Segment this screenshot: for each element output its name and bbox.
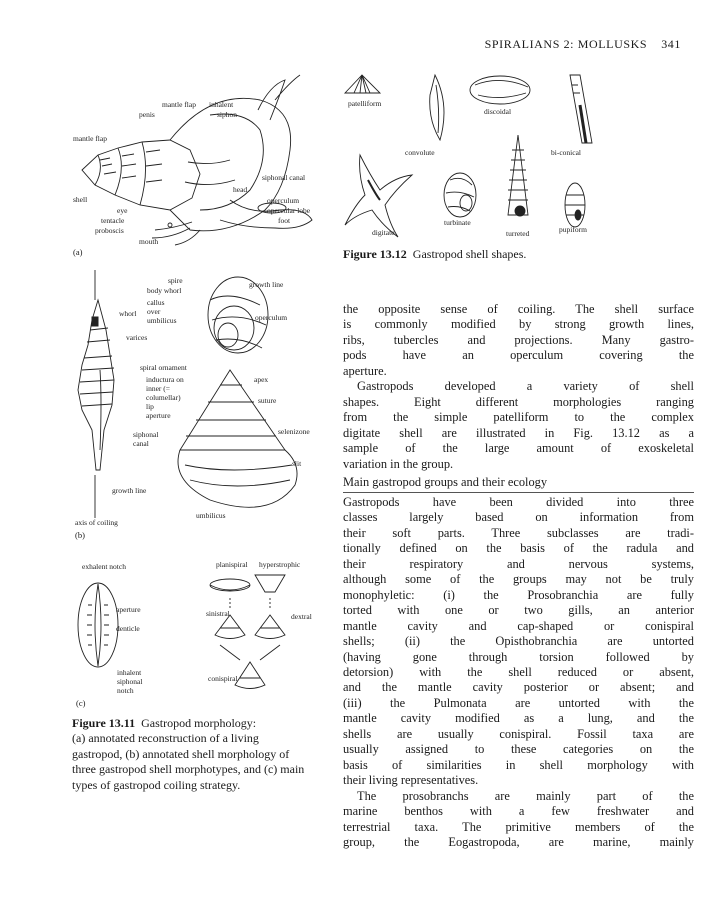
label-canal: canal — [133, 439, 149, 448]
caption-title-13-11: Gastropod morphology: — [141, 716, 257, 730]
label-planispiral: planispiral — [216, 560, 248, 569]
label-columellar: columellar) — [146, 393, 181, 402]
text-line: their soft parts. Three subclasses are tradi- — [343, 525, 694, 540]
label-inhalent: inhalent — [209, 100, 234, 109]
text-line: from the simple patelliform to the complex — [343, 410, 694, 425]
text-line: monophyletic: (i) the Prosobranchia are fully — [343, 587, 694, 602]
text-line: terrestrial taxa. The primitive members of the — [343, 819, 694, 834]
text-line: classes largely based on information from — [343, 510, 694, 525]
caption-line: three gastropod shell morphotypes, and (c) main — [72, 762, 305, 777]
label-siphonal-b: siphonal — [133, 430, 159, 439]
label-suture: suture — [258, 396, 277, 405]
label-exhalent-notch: exhalent notch — [82, 562, 126, 571]
label-umbilicus-bottom: umbilicus — [196, 511, 226, 520]
caption-line: gastropod, (b) annotated shell morphology of — [72, 746, 290, 761]
label-tentacle: tentacle — [101, 216, 125, 225]
label-growth-line-bottom: growth line — [112, 486, 147, 495]
label-spiral-ornament: spiral ornament — [140, 363, 187, 372]
label-siphon: siphon — [217, 110, 238, 119]
label-body-whorl: body whorl — [147, 286, 182, 295]
label-turbinate: turbinate — [444, 218, 471, 227]
label-mantle-flap-left: mantle flap — [73, 134, 107, 143]
shell-morphology-illustration — [70, 270, 330, 520]
label-inhalent-c: inhalent — [117, 668, 142, 677]
text-line: although some of the groups may not be truly — [343, 572, 694, 587]
label-aperture-c: aperture — [116, 605, 141, 614]
page-number: 341 — [661, 37, 681, 51]
label-siphonal-canal: siphonal canal — [262, 173, 306, 182]
label-mouth: mouth — [139, 237, 159, 246]
label-notch: notch — [117, 686, 134, 695]
label-inductura-on: inductura on — [146, 375, 184, 384]
label-proboscis: proboscis — [95, 226, 124, 235]
label-eye: eye — [117, 206, 128, 215]
text-line: aperture. — [343, 363, 387, 378]
running-title: SPIRALIANS 2: MOLLUSKS — [484, 37, 648, 51]
label-mantle-flap-top: mantle flap — [162, 100, 196, 109]
text-line: sample of the large amount of exoskeletal — [343, 441, 694, 456]
label-aperture-b: aperture — [146, 411, 171, 420]
paragraph-2 — [343, 379, 694, 472]
label-slit: slit — [292, 459, 302, 468]
label-opercular-lobe: opercular lobe — [267, 206, 311, 215]
label-penis: penis — [139, 110, 155, 119]
text-line: Gastropods developed a variety of shell — [357, 379, 694, 394]
label-axis-of-coiling: axis of coiling — [75, 518, 118, 527]
text-line: mantle cavity and cap-shaped or conispiral — [343, 618, 694, 633]
label-lip: lip — [146, 402, 154, 411]
text-line: shells; (ii) the Opisthobranchia are untorted — [343, 634, 694, 649]
running-header — [471, 37, 681, 52]
paragraph-4 — [343, 789, 694, 851]
label-whorl: whorl — [119, 309, 137, 318]
caption-label-13-12: Figure 13.12 — [343, 247, 407, 261]
paragraph-1 — [343, 302, 694, 379]
label-bi-conical: bi-conical — [551, 148, 581, 157]
text-line: shapes. Eight different morphologies ranging — [343, 394, 694, 409]
section-heading: Main gastropod groups and their ecology — [343, 475, 694, 493]
label-umbilicus-top: umbilicus — [147, 316, 177, 325]
label-denticle: denticle — [116, 624, 140, 633]
text-line: pods have an operculum covering the — [343, 348, 694, 363]
text-line: torted with one or two gills, an anterior — [343, 603, 694, 618]
label-digitate: digitate — [372, 228, 395, 237]
coiling-strategy-illustration — [70, 570, 330, 695]
label-head: head — [233, 185, 248, 194]
text-line: tionally defined on the basis of the radula and — [343, 541, 694, 556]
label-patelliform: patelliform — [348, 99, 382, 108]
text-line: the opposite sense of coiling. The shell surface — [343, 302, 694, 316]
panel-letter-b: (b) — [75, 530, 85, 540]
caption-label-13-11: Figure 13.11 — [72, 716, 136, 730]
text-line: is commonly modified by strong growth lines, — [343, 317, 694, 332]
label-dextral: dextral — [291, 612, 312, 621]
text-line: their living representatives. — [343, 773, 479, 788]
label-operculum-b: operculum — [255, 313, 288, 322]
caption-line: types of gastropod coiling strategy. — [72, 777, 241, 792]
label-discoidal: discoidal — [484, 107, 512, 116]
figure-13-11-caption — [72, 716, 337, 793]
label-apex: apex — [254, 375, 269, 384]
text-line: (iii) the Pulmonata are untorted with the — [343, 695, 694, 710]
text-line: and the mantle cavity posterior or absent; and — [343, 680, 694, 695]
label-operculum: operculum — [267, 196, 300, 205]
body-text-block-2 — [343, 495, 694, 850]
text-line: marine benthos with a few freshwater and — [343, 804, 694, 819]
text-line: digitate shell are illustrated in Fig. 13.12 as a — [343, 425, 694, 440]
body-text-block-1 — [343, 302, 694, 472]
text-line: mantle cavity modified as a lung, and the — [343, 711, 694, 726]
panel-letter-a: (a) — [73, 247, 83, 257]
text-line: shells are usually conispiral. Fossil taxa are — [343, 726, 694, 741]
text-line: Gastropods have been divided into three — [343, 495, 694, 509]
label-turreted: turreted — [506, 229, 530, 238]
label-inner: inner (= — [146, 384, 171, 393]
label-over: over — [147, 307, 161, 316]
paragraph-3 — [343, 495, 694, 789]
text-line: detorsion) with the shell reduced or absent, — [343, 664, 694, 679]
text-line: variation in the group. — [343, 456, 454, 471]
label-pupiform: pupiform — [559, 225, 587, 234]
label-sinistral: sinistral — [206, 609, 230, 618]
label-callus: callus — [147, 298, 165, 307]
text-line: usually assigned to these categories on the — [343, 742, 694, 757]
panel-letter-c: (c) — [76, 698, 86, 708]
label-selenizone: selenizone — [278, 427, 310, 436]
label-hyperstrophic: hyperstrophic — [259, 560, 301, 569]
shell-shapes-illustration — [340, 65, 695, 240]
text-line: group, the Eogastropoda, are marine, mainly — [343, 834, 694, 849]
label-shell: shell — [73, 195, 88, 204]
text-line: (having gone through torsion followed by — [343, 649, 694, 664]
caption-title-13-12: Gastropod shell shapes. — [412, 247, 527, 261]
label-siphonal-c: siphonal — [117, 677, 143, 686]
label-convolute: convolute — [405, 148, 435, 157]
text-line: their respiratory and nervous systems, — [343, 556, 694, 571]
text-line: The prosobranchs are mainly part of the — [357, 788, 694, 803]
label-growth-line-top: growth line — [249, 280, 284, 289]
figure-13-12-caption — [343, 247, 694, 262]
caption-line: (a) annotated reconstruction of a living — [72, 731, 259, 746]
label-foot: foot — [278, 216, 291, 225]
label-conispiral: conispiral — [208, 674, 238, 683]
text-line: ribs, tubercles and projections. Many gastro- — [343, 332, 694, 347]
label-varices: varices — [126, 333, 148, 342]
label-spire: spire — [168, 276, 183, 285]
text-line: basis of similarities in shell morphology with — [343, 757, 694, 772]
